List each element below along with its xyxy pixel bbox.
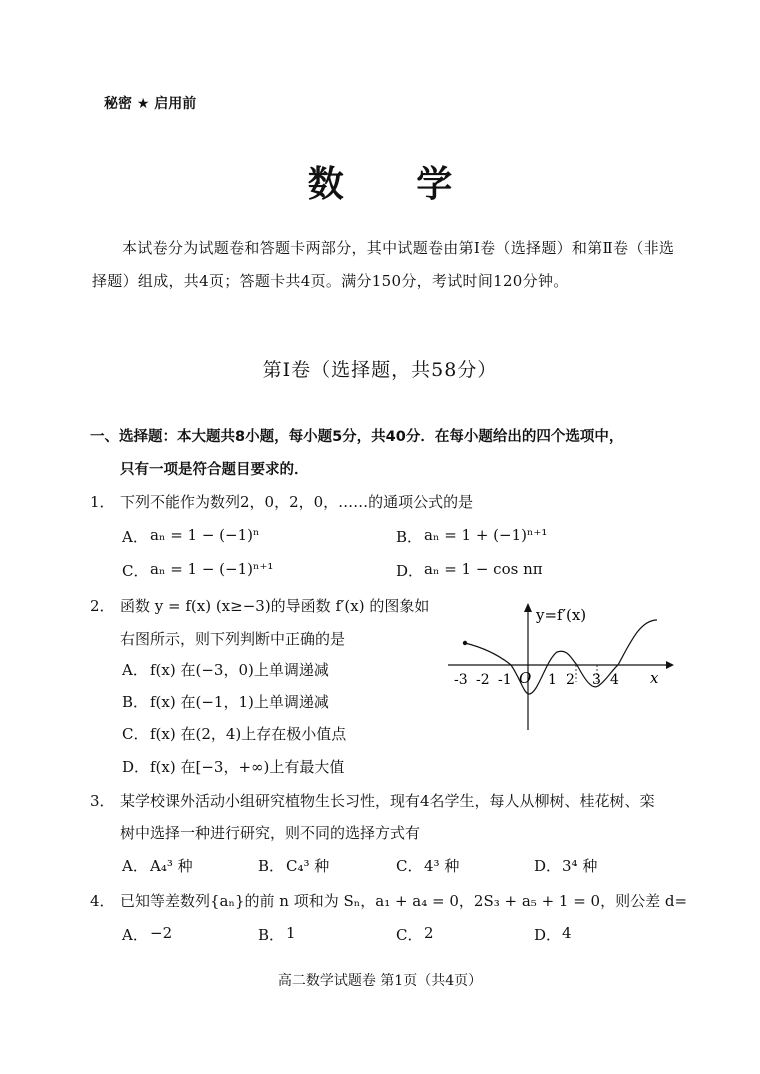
graph-function-label: y=f′(x) — [536, 606, 587, 624]
q4-option-a-letter: A． — [122, 926, 148, 944]
graph-x-label: x — [650, 669, 659, 687]
q1-option-a: aₙ = 1 − (−1)ⁿ — [150, 526, 260, 544]
q1-option-d-letter: D． — [396, 562, 424, 580]
graph-origin-label: O — [519, 669, 532, 687]
q2-option-b: f(x) 在(−1，1)上单调递减 — [150, 693, 329, 711]
q1-stem: 下列不能作为数列2，0，2，0，……的通项公式的是 — [120, 493, 474, 511]
tick-label: 4 — [610, 672, 619, 688]
y-axis-arrow — [524, 603, 532, 612]
q4-option-c: 2 — [424, 924, 434, 942]
q3-option-c-letter: C． — [396, 857, 423, 875]
x-axis-arrow — [666, 661, 674, 669]
q4-option-b: 1 — [286, 924, 296, 942]
q1-option-b-letter: B． — [396, 528, 423, 546]
q2-stem-line2: 右图所示，则下列判断中正确的是 — [120, 630, 346, 648]
q3-stem-line2: 树中选择一种进行研究，则不同的选择方式有 — [120, 824, 421, 842]
q2-stem-line1: 函数 y = f(x) (x≥−3)的导函数 f′(x) 的图象如 — [120, 597, 430, 615]
confidential-label: 秘密 ★ 启用前 — [104, 96, 197, 112]
curve-start-point — [463, 641, 467, 645]
tick-label: 2 — [566, 672, 575, 688]
q3-stem-line1: 某学校课外活动小组研究植物生长习性，现有4名学生，每人从柳树、桂花树、栾 — [120, 792, 655, 810]
q2-option-c: f(x) 在(2，4)上存在极小值点 — [150, 725, 347, 743]
q1-option-a-letter: A． — [122, 528, 148, 546]
part-title: 第Ⅰ卷（选择题，共58分） — [262, 359, 498, 381]
tick-label: -1 — [498, 672, 512, 688]
q4-option-d-letter: D． — [534, 926, 562, 944]
q3-option-d-letter: D． — [534, 857, 562, 875]
q3-option-d: 3⁴ 种 — [562, 857, 598, 875]
q4-option-c-letter: C． — [396, 926, 423, 944]
q2-option-d: f(x) 在[−3，+∞)上有最大值 — [150, 758, 345, 776]
section-heading: 一、选择题：本大题共8小题，每小题5分，共40分．在每小题给出的四个选项中， — [90, 429, 624, 445]
q3-option-a-letter: A． — [122, 857, 148, 875]
tick-label: -3 — [454, 672, 468, 688]
section-heading-cont: 只有一项是符合题目要求的． — [120, 462, 309, 478]
tick-label: 3 — [592, 672, 601, 688]
tick-label: 1 — [548, 672, 557, 688]
q1-option-c: aₙ = 1 − (−1)ⁿ⁺¹ — [150, 560, 274, 578]
q3-number: 3． — [90, 792, 115, 810]
q1-option-c-letter: C． — [122, 562, 149, 580]
q4-stem: 已知等差数列{aₙ}的前 n 项和为 Sₙ，a₁ + a₄ = 0，2S₃ + a₅ + 1 = 0，则公差 d= — [120, 892, 688, 910]
derivative-curve — [465, 620, 657, 694]
q2-option-b-letter: B． — [122, 693, 149, 711]
tick-label: -2 — [476, 672, 490, 688]
derivative-graph — [440, 598, 680, 738]
q3-option-c: 4³ 种 — [424, 857, 460, 875]
q3-option-b: C₄³ 种 — [286, 857, 330, 875]
page-footer: 高二数学试题卷 第1页（共4页） — [277, 973, 483, 989]
q2-option-c-letter: C． — [122, 725, 149, 743]
q1-option-d: aₙ = 1 − cos nπ — [424, 560, 543, 578]
q2-option-d-letter: D． — [122, 758, 150, 776]
q1-number: 1． — [90, 493, 115, 511]
q4-option-d: 4 — [562, 924, 572, 942]
page-title: 数 学 — [307, 164, 483, 205]
q3-option-a: A₄³ 种 — [150, 857, 193, 875]
q2-number: 2． — [90, 597, 115, 615]
intro-paragraph: 本试卷分为试题卷和答题卡两部分，其中试题卷由第Ⅰ卷（选择题）和第Ⅱ卷（非选择题）组成，共4页；答题卡共4页。满分150分，考试时间120分钟。 — [92, 239, 675, 290]
q4-number: 4． — [90, 892, 115, 910]
q2-option-a-letter: A． — [122, 661, 148, 679]
q4-option-b-letter: B． — [258, 926, 285, 944]
q4-option-a: −2 — [150, 924, 173, 942]
q2-option-a: f(x) 在(−3，0)上单调递减 — [150, 661, 329, 679]
q3-option-b-letter: B． — [258, 857, 285, 875]
q1-option-b: aₙ = 1 + (−1)ⁿ⁺¹ — [424, 526, 548, 544]
